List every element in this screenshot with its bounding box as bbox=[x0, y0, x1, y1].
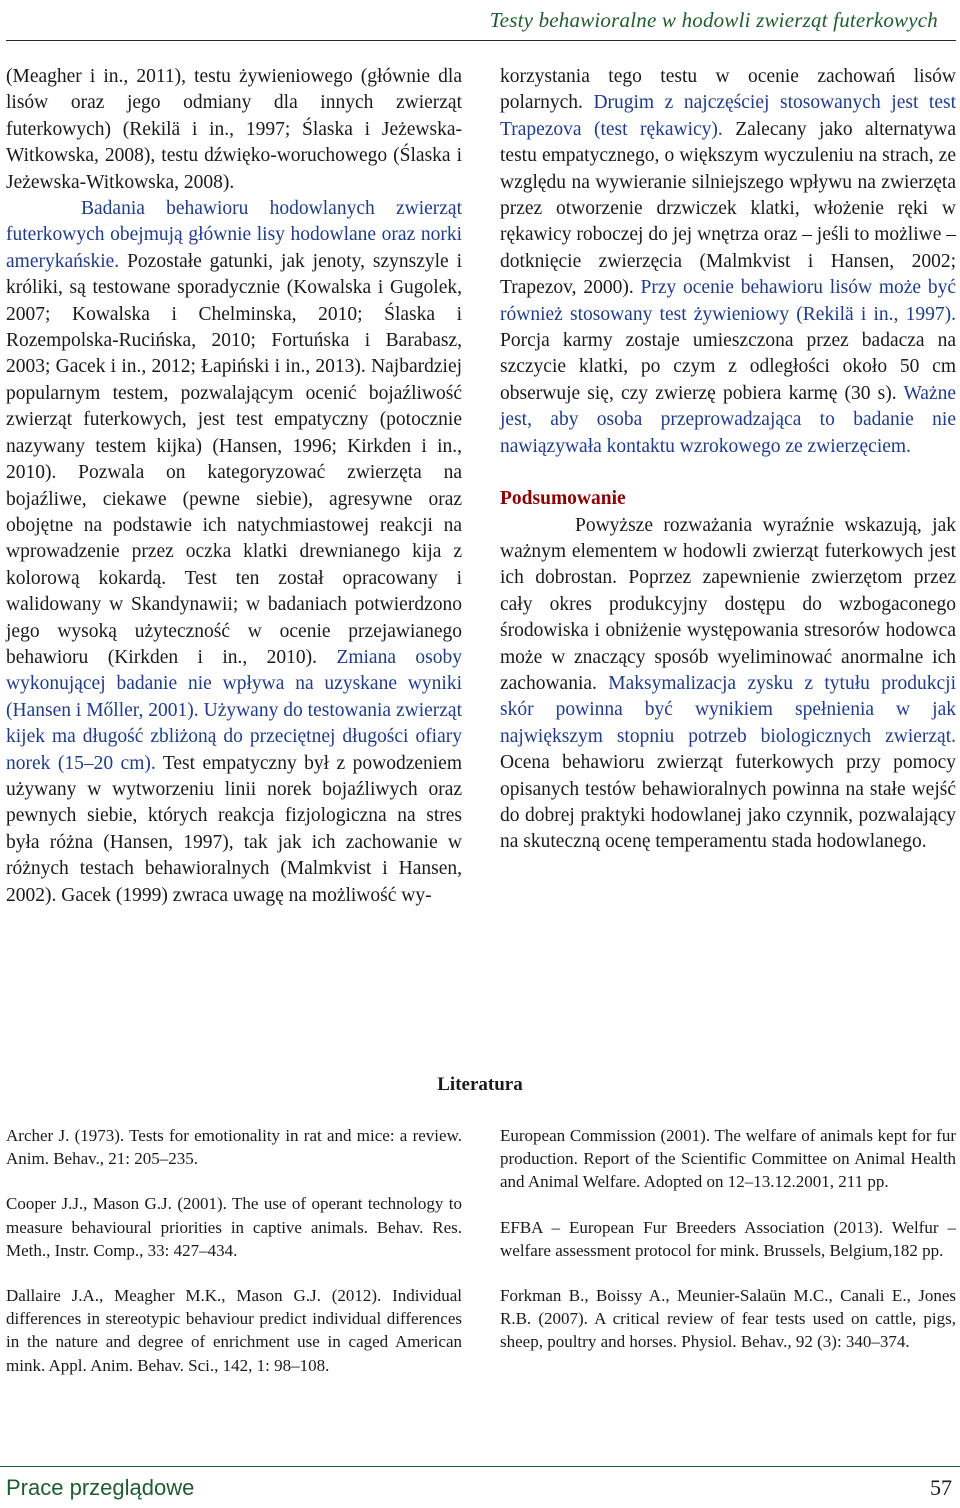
section-heading-summary: Podsumowanie bbox=[500, 488, 626, 510]
reference-entry: EFBA – European Fur Breeders Association (2013). Welfur – welfare assessment protocol for mink. Brussels, Belgium,182 pp. bbox=[500, 1217, 956, 1260]
reference-entry: Cooper J.J., Mason G.J. (2001). The use of operant technology to measure behavioural priorities in captive animals. Behav. Res. Meth., Instr. Comp., 33: 427–434. bbox=[6, 1194, 462, 1260]
text-span: Ocena behawioru zwierząt futerkowych przy pomocy opisanych testów behawioralnych powinna na stałe wejść do dobrej praktyki hodowlanej jako czynnik, pozwalający na skuteczną ocenę temperamentu stada hodowlanego. bbox=[500, 752, 956, 853]
text-span: Zalecany jako alternatywa testu empatycznego, o większym wyczuleniu na strach, ze względu na wywieranie silniejszego wpływu na zwierzęta przez otworzenie drzwiczek klatki, włożenie ręki w rękawicy roboczej do jej wnętrza oraz – jeśli to możliwe – dotknięcie zwierzęcia (Malmkvist i Hansen, 2002; Trapezov, 2000). bbox=[500, 118, 956, 299]
text-span: Badania behawioru hodowlanych zwierząt futerkowych obejmują głównie lisy hodowlane oraz norki amerykańskie. bbox=[6, 198, 462, 272]
text-span: Drugim z najczęściej stosowanych jest test Trapezova (test rękawicy). bbox=[500, 92, 957, 140]
section-label: Prace przeglądowe bbox=[6, 1475, 195, 1500]
references-right bbox=[500, 1124, 956, 1376]
text-span: Najbardziej popularnym testem, pozwalającym ocenić bojaźliwość zwierząt futerkowych, jest test empatyczny (potocznie nazywany testem kijka) (Hansen, 1996; Kirkden i in., 2010). bbox=[6, 356, 463, 484]
text-span: Test empatyczny był z powodzeniem używany w wytworzeniu linii norek bojaźliwych oraz pewnych siebie, których reakcja fizjologiczna na stres była różna (Hansen, 1997), tak jak ich zachowanie w różnych testach behawioralnych (Malmkvist i Hansen, 2002). bbox=[6, 752, 463, 906]
text-span: Zmiana osoby wykonującej badanie nie wpływa na uzyskane wyniki (Hansen i Mőller, 2001). bbox=[6, 646, 462, 721]
text-span: Powyższe rozważania wyraźnie wskazują, jak ważnym elementem w hodowli zwierząt futerkowych jest ich dobrostan. bbox=[500, 514, 956, 589]
paragraph bbox=[500, 64, 956, 460]
references-left bbox=[6, 1124, 462, 1399]
text-span: Pozwala on kategoryzować zwierzęta na bojaźliwe, ciekawe (pewne siebie), agresywne oraz obojętne na podstawie ich natychmiastowej reakcji na wprowadzenie przez oczka klatki drewnianego kija z kolorową kokardą. bbox=[6, 462, 463, 589]
paragraph bbox=[500, 513, 956, 856]
right-column bbox=[500, 64, 956, 856]
text-span: Poprzez zapewnienie zwierzętom przez cały okres produkcyjny dostępu do wzbogaconego środowiska i obniżenie występowania stresorów hodowca może w znaczący sposób wyeliminować anormalne ich zachowania. bbox=[500, 567, 957, 694]
text-span: Maksymalizacja zysku z tytułu produkcji skór powinna być wynikiem spełnienia w jak największym stopniu potrzeb biologicznych zwierząt. bbox=[500, 672, 956, 747]
footer-rule bbox=[0, 1466, 960, 1467]
text-span: Używany do testowania zwierząt kijek ma długość zbliżoną do przeciętnej długości ofiary norek (15–20 cm). bbox=[6, 699, 463, 774]
text-span: Gacek (1999) zwraca uwagę na możliwość wy- bbox=[61, 884, 432, 906]
text-span: Porcja karmy zostaje umieszczona przez badacza na szczycie klatki, po czym z odległości około 50 cm obserwuje się, czy zwierzę pobiera karmę (30 s). bbox=[500, 330, 956, 404]
text-span: Pozostałe gatunki, jak jenoty, szynszyle i króliki, są testowane sporadycznie (Kowalska i Gugolek, 2007; Kowalska i Chelminska, 2010; Ślaska i Rozempolska-Rucińska, 2010; Fortuńska i Barabasz, 2003; Gacek i in., 2012; Łapiński i in., 2013). bbox=[6, 250, 463, 378]
reference-entry: Archer J. (1973). Tests for emotionality in rat and mice: a review. Anim. Behav., 21: 205–235. bbox=[6, 1126, 462, 1169]
left-column bbox=[6, 64, 462, 909]
running-title: Testy behawioralne w hodowli zwierząt futerkowych bbox=[489, 8, 938, 32]
text-span: korzystania tego testu w ocenie zachowań lisów polarnych. bbox=[500, 66, 956, 114]
text-span: Przy ocenie behawioru lisów może być również stosowany test żywieniowy (Rekilä i in., 1997). bbox=[500, 277, 956, 325]
reference-entry: Forkman B., Boissy A., Meunier-Salaün M.C., Canali E., Jones R.B. (2007). A critical review of fear tests used on cattle, pigs, sheep, poultry and horses. Physiol. Behav., 92 (3): 340–374. bbox=[500, 1286, 956, 1352]
header-rule bbox=[6, 40, 956, 41]
text-span: Test ten został opracowany i walidowany w Skandynawii; w badaniach potwierdzono jego wysoką użyteczność w ocenie przejawianego behawioru (Kirkden i in., 2010). bbox=[6, 567, 462, 668]
literature-heading: Literatura bbox=[437, 1074, 523, 1095]
reference-entry: European Commission (2001). The welfare of animals kept for fur production. Report of the Scientific Committee on Animal Health and Animal Welfare. Adopted on 12–13.12.2001, 211 pp. bbox=[500, 1126, 956, 1192]
paragraph bbox=[6, 196, 462, 909]
paragraph: (Meagher i in., 2011), testu żywieniowego (głównie dla lisów oraz jego odmiany dla innych zwierząt futerkowych) (Rekilä i in., 1997; Ślaska i Jeżewska-Witkowska, 2008), testu dźwięko-woruchowego (Ślaska i Jeżewska-Witkowska, 2008). bbox=[6, 66, 462, 193]
page-number: 57 bbox=[930, 1475, 952, 1500]
reference-entry: Dallaire J.A., Meagher M.K., Mason G.J. (2012). Individual differences in stereotypic behaviour predict individual differences in the nature and degree of enrichment use in caged American mink. Appl. Anim. Behav. Sci., 142, 1: 98–108. bbox=[6, 1286, 462, 1375]
text-span: Ważne jest, aby osoba przeprowadzająca to badanie nie nawiązywała kontaktu wzrokowego ze zwierzęciem. bbox=[500, 382, 956, 457]
